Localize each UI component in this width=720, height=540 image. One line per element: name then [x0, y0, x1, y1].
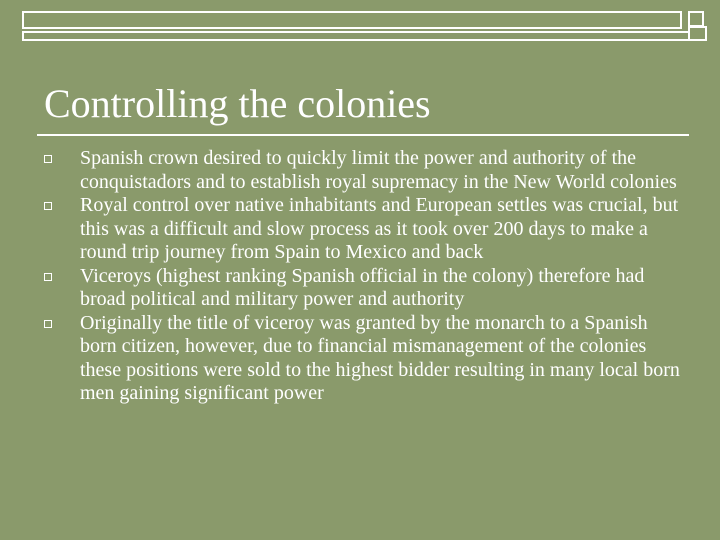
- bullet-text: Originally the title of viceroy was granted by the monarch to a Spanish born citizen, however, due to financial mismanagement of the colonies these positions were sold to the highest bidder resulting in many local born men gaining significant power: [80, 311, 680, 404]
- hollow-square-bullet-icon: [44, 273, 52, 281]
- hollow-square-bullet-icon: [44, 320, 52, 328]
- underbar-fill: [24, 33, 705, 39]
- corner-square-decoration-lower: [688, 26, 707, 41]
- bullet-item: [44, 265, 684, 312]
- bullet-item: [44, 147, 684, 194]
- hollow-square-bullet-icon: [44, 155, 52, 163]
- bullet-text: Viceroys (highest ranking Spanish official in the colony) therefore had broad political and military power and authority: [80, 264, 645, 310]
- bullet-item: [44, 194, 684, 265]
- top-decorative-bar: [22, 11, 682, 29]
- title-divider: [37, 134, 689, 136]
- top-decorative-underbar: [22, 31, 707, 41]
- bullet-list: [44, 147, 684, 406]
- bullet-text: Royal control over native inhabitants and European settles was crucial, but this was a difficult and slow process as it took over 200 days to make a round trip journey from Spain to Mexico and back: [80, 194, 679, 263]
- hollow-square-bullet-icon: [44, 202, 52, 210]
- slide-title: Controlling the colonies: [44, 81, 431, 126]
- corner-square-decoration: [688, 11, 704, 27]
- bullet-text: Spanish crown desired to quickly limit the power and authority of the conquistadors and to establish royal supremacy in the New World colonies: [80, 147, 677, 193]
- bullet-item: [44, 312, 684, 406]
